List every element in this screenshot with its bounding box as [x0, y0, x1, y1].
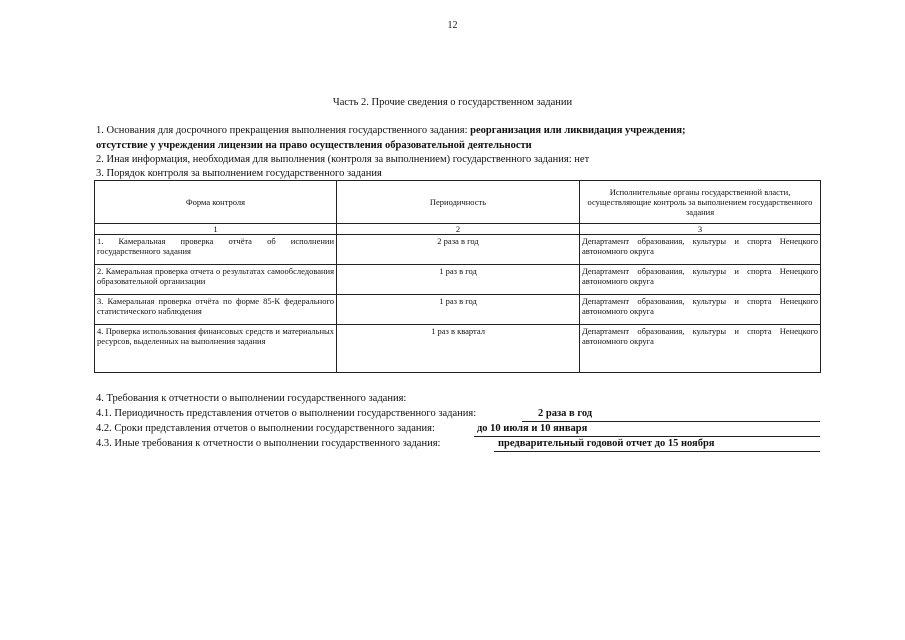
row-org: Департамент образования, культуры и спорта Ненецкого автономного округа	[580, 265, 821, 295]
table-row	[95, 235, 821, 265]
row-period: 1 раз в квартал	[337, 325, 580, 373]
section1-value-1: реорганизация или ликвидация учреждения;	[470, 125, 686, 136]
row-org: Департамент образования, культуры и спорта Ненецкого автономного округа	[580, 235, 821, 265]
table-header-row	[95, 181, 821, 224]
section1-value-2: отсутствие у учреждения лицензии на право осуществления образовательной деятельности	[96, 140, 532, 151]
section3-title: 3. Порядок контроля за выполнением государственного задания	[96, 168, 382, 179]
row-period: 1 раз в год	[337, 265, 580, 295]
section4-item2-value: до 10 июля и 10 января	[477, 423, 588, 434]
row-form: 3. Камеральная проверка отчёта по форме 85-К федерального статистического наблюдения	[95, 295, 337, 325]
header-form: Форма контроля	[95, 181, 337, 224]
header-org: Исполнительные органы государственной власти, осуществляющие контроль за выполнением государственного задания	[580, 181, 821, 224]
row-period: 2 раза в год	[337, 235, 580, 265]
row-form: 2. Камеральная проверка отчета о результатах самообследования образовательной организации	[95, 265, 337, 295]
table-row	[95, 325, 821, 373]
row-form: 4. Проверка использования финансовых средств и материальных ресурсов, выделенных на выполнения задания	[95, 325, 337, 373]
part-title: Часть 2. Прочие сведения о государственном задании	[332, 97, 573, 108]
col-number: 3	[580, 224, 821, 235]
item1-underline	[522, 421, 820, 422]
section4-item3-label: 4.3. Иные требования к отчетности о выполнении государственного задания:	[96, 438, 441, 449]
col-number: 2	[337, 224, 580, 235]
section2-text: 2. Иная информация, необходимая для выполнения (контроля за выполнением) государственного задания: нет	[96, 154, 590, 165]
row-form: 1. Камеральная проверка отчёта об исполнении государственного задания	[95, 235, 337, 265]
row-org: Департамент образования, культуры и спорта Ненецкого автономного округа	[580, 325, 821, 373]
section1-label: 1. Основания для досрочного прекращения выполнения государственного задания:	[96, 125, 468, 136]
header-period: Периодичность	[337, 181, 580, 224]
column-numbers-row	[95, 224, 821, 235]
section1-line1	[96, 125, 686, 136]
section4-item2-label: 4.2. Сроки представления отчетов о выполнении государственного задания:	[96, 423, 435, 434]
section4-title: 4. Требования к отчетности о выполнении государственного задания:	[96, 393, 407, 404]
item2-underline	[474, 436, 820, 437]
section4-item1-value: 2 раза в год	[538, 408, 593, 419]
section4-item3-value: предварительный годовой отчет до 15 ноября	[498, 438, 715, 449]
table-row	[95, 295, 821, 325]
col-number: 1	[95, 224, 337, 235]
section4-item1-label: 4.1. Периодичность представления отчетов о выполнении государственного задания:	[96, 408, 477, 419]
item3-underline	[494, 451, 820, 452]
control-table	[94, 180, 821, 373]
page-number: 12	[447, 20, 458, 31]
row-period: 1 раз в год	[337, 295, 580, 325]
row-org: Департамент образования, культуры и спорта Ненецкого автономного округа	[580, 295, 821, 325]
table-row	[95, 265, 821, 295]
